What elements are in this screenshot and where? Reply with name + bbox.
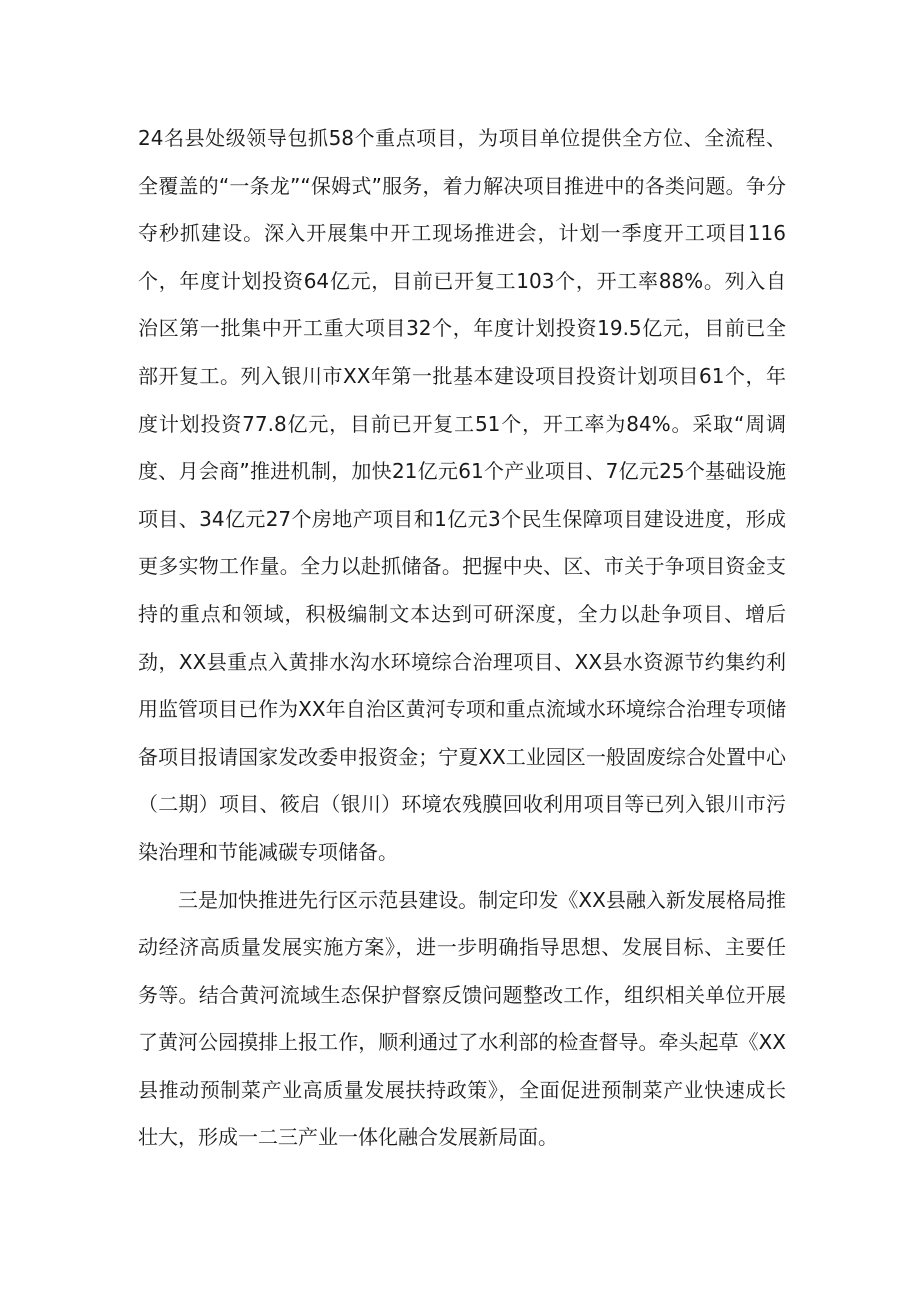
paragraph-pilot-county: 三是加快推进先行区示范县建设。制定印发《XX县融入新发展格局推动经济高质量发展实施方案》，进一步明确指导思想、发展目标、主要任务等。结合黄河流域生态保护督察反馈问题整改工作，组织相关单位开展了黄河公园摸排上报工作，顺利通过了水利部的检查督导。牵头起草《XX县推动预制菜产业高质量发展扶持政策》，全面促进预制菜产业快速成长壮大，形成一二三产业一体化融合发展新局面。	[138, 887, 786, 1150]
document-body	[138, 115, 786, 1162]
paragraph-project-progress: 24名县处级领导包抓58个重点项目，为项目单位提供全方位、全流程、全覆盖的“一条龙”“保姆式”服务，着力解决项目推进中的各类问题。争分夺秒抓建设。深入开展集中开工现场推进会，计划一季度开工项目116个，年度计划投资64亿元，目前已开复工103个，开工率88%。列入自治区第一批集中开工重大项目32个，年度计划投资19.5亿元，目前已全部开复工。列入银川市XX年第一批基本建设项目投资计划项目61个，年度计划投资77.8亿元，目前已开复工51个，开工率为84%。采取“周调度、月会商”推进机制，加快21亿元61个产业项目、7亿元25个基础设施项目、34亿元27个房地产项目和1亿元3个民生保障项目建设进度，形成更多实物工作量。全力以赴抓储备。把握中央、区、市关于争项目资金支持的重点和领域，积极编制文本达到可研深度，全力以赴争项目、增后劲，XX县重点入黄排水沟水环境综合治理项目、XX县水资源节约集约利用监管项目已作为XX年自治区黄河专项和重点流域水环境综合治理专项储备项目报请国家发改委申报资金；宁夏XX工业园区一般固废综合处置中心（二期）项目、筱启（银川）环境农残膜回收利用项目等已列入银川市污染治理和节能减碳专项储备。	[138, 126, 786, 864]
